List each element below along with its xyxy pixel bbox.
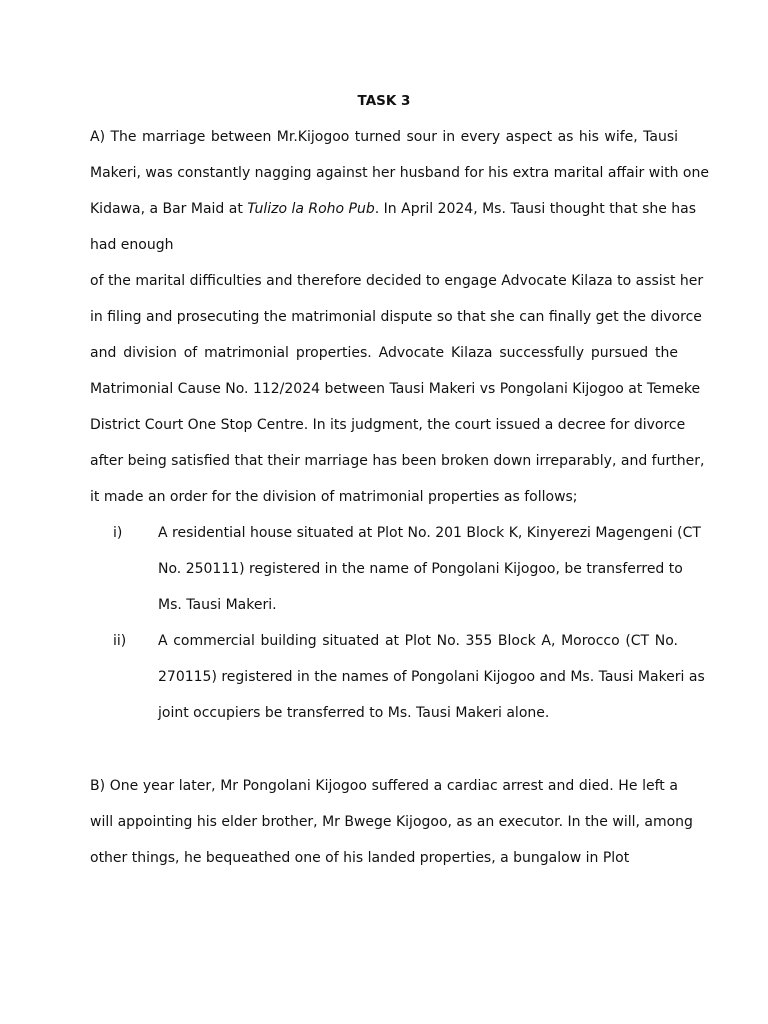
list-item-marker: ii) — [113, 633, 127, 649]
list-item-line: 270115) registered in the names of Pongolani Kijogoo and Ms. Tausi Makeri as — [158, 669, 705, 685]
section-a-line-3 — [90, 199, 697, 219]
list-item-line: joint occupiers be transferred to Ms. Tausi Makeri alone. — [158, 705, 550, 721]
page-title: TASK 3 — [357, 93, 411, 109]
list-item-line: No. 250111) registered in the name of Pongolani Kijogoo, be transferred to — [158, 561, 683, 577]
section-a-line-9: District Court One Stop Centre. In its judgment, the court issued a decree for divorce — [90, 417, 686, 433]
section-b-line-2: will appointing his elder brother, Mr Bwege Kijogoo, as an executor. In the will, among — [90, 814, 693, 830]
section-b-line-3: other things, he bequeathed one of his landed properties, a bungalow in Plot — [90, 850, 630, 866]
section-a-line-8: Matrimonial Cause No. 112/2024 between Tausi Makeri vs Pongolani Kijogoo at Temeke — [90, 381, 701, 397]
section-a-line-11: it made an order for the division of matrimonial properties as follows; — [90, 489, 578, 505]
section-a-line-3-part-2: . In April 2024, Ms. Tausi thought that she has — [374, 201, 697, 217]
list-item-line: A commercial building situated at Plot No. 355 Block A, Morocco (CT No. — [158, 633, 678, 649]
section-a-line-3-part-1: Kidawa, a Bar Maid at — [90, 201, 248, 217]
list-item-line: Ms. Tausi Makeri. — [158, 597, 277, 613]
section-a-line-1: A) The marriage between Mr.Kijogoo turned sour in every aspect as his wife, Tausi — [90, 129, 678, 145]
section-a-line-10: after being satisfied that their marriage has been broken down irreparably, and further, — [90, 453, 705, 469]
section-b-line-1: B) One year later, Mr Pongolani Kijogoo suffered a cardiac arrest and died. He left a — [90, 778, 678, 794]
section-a-line-5: of the marital difficulties and therefore decided to engage Advocate Kilaza to assist her — [90, 273, 704, 289]
list-item-line: A residential house situated at Plot No. 201 Block K, Kinyerezi Magengeni (CT — [158, 525, 701, 541]
section-a-line-2: Makeri, was constantly nagging against her husband for his extra marital affair with one — [90, 165, 709, 181]
section-a-line-4: had enough — [90, 237, 174, 253]
section-a-line-7: and division of matrimonial properties. Advocate Kilaza successfully pursued the — [90, 345, 678, 361]
list-item-marker: i) — [113, 525, 123, 541]
pub-name: Tulizo la Roho Pub — [247, 201, 375, 217]
section-a-line-6: in filing and prosecuting the matrimonial dispute so that she can finally get the divorce — [90, 309, 702, 325]
